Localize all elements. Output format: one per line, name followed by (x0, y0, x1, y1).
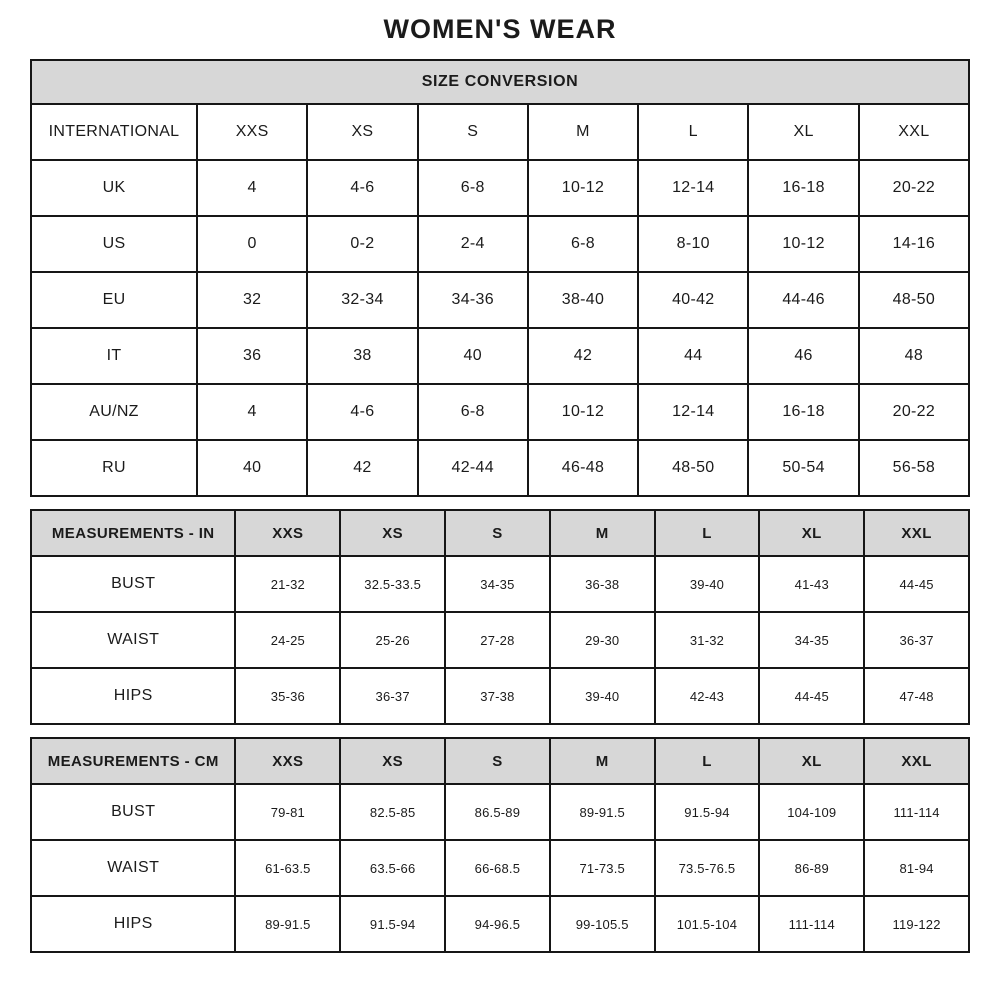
value-cell: 25-26 (340, 612, 445, 668)
value-cell: 6-8 (528, 216, 638, 272)
value-cell: 34-36 (418, 272, 528, 328)
size-header-cell: XXL (864, 510, 969, 556)
value-cell: 56-58 (859, 440, 969, 496)
value-cell: 36 (197, 328, 307, 384)
value-cell: 91.5-94 (340, 896, 445, 952)
row-label-cell: HIPS (31, 896, 235, 952)
value-cell: 40-42 (638, 272, 748, 328)
value-cell: 46 (748, 328, 858, 384)
value-cell: 34-35 (759, 612, 864, 668)
value-cell: 66-68.5 (445, 840, 550, 896)
value-cell: 41-43 (759, 556, 864, 612)
value-cell: S (418, 104, 528, 160)
size-header-cell: XS (340, 510, 445, 556)
value-cell: 111-114 (864, 784, 969, 840)
value-cell: L (638, 104, 748, 160)
value-cell: 47-48 (864, 668, 969, 724)
value-cell: 48-50 (638, 440, 748, 496)
value-cell: 14-16 (859, 216, 969, 272)
table-row (31, 668, 969, 724)
size-conversion-body (31, 104, 969, 496)
value-cell: 79-81 (235, 784, 340, 840)
measurements-in-body (31, 510, 969, 724)
value-cell: 24-25 (235, 612, 340, 668)
size-header-cell: M (550, 510, 655, 556)
table-name-cell: MEASUREMENTS - CM (31, 738, 235, 784)
value-cell: 39-40 (655, 556, 760, 612)
value-cell: 34-35 (445, 556, 550, 612)
table-row (31, 160, 969, 216)
measurements-in-table (30, 509, 970, 725)
value-cell: 61-63.5 (235, 840, 340, 896)
value-cell: 35-36 (235, 668, 340, 724)
table-header-row (31, 510, 969, 556)
table-row (31, 384, 969, 440)
row-label-cell: WAIST (31, 840, 235, 896)
table-row (31, 612, 969, 668)
value-cell: 44 (638, 328, 748, 384)
value-cell: 39-40 (550, 668, 655, 724)
size-header-cell: L (655, 510, 760, 556)
value-cell: 8-10 (638, 216, 748, 272)
value-cell: 38 (307, 328, 417, 384)
value-cell: 48-50 (859, 272, 969, 328)
value-cell: XS (307, 104, 417, 160)
value-cell: 63.5-66 (340, 840, 445, 896)
row-label-cell: BUST (31, 784, 235, 840)
value-cell: 36-37 (340, 668, 445, 724)
value-cell: 36-37 (864, 612, 969, 668)
value-cell: 42 (528, 328, 638, 384)
table-row (31, 104, 969, 160)
value-cell: 10-12 (528, 160, 638, 216)
value-cell: 101.5-104 (655, 896, 760, 952)
value-cell: XXS (197, 104, 307, 160)
value-cell: 111-114 (759, 896, 864, 952)
value-cell: 2-4 (418, 216, 528, 272)
value-cell: 12-14 (638, 384, 748, 440)
size-header-cell: S (445, 738, 550, 784)
table-row (31, 328, 969, 384)
measurements-cm-table (30, 737, 970, 953)
table-row (31, 896, 969, 952)
value-cell: 12-14 (638, 160, 748, 216)
row-label-cell: RU (31, 440, 197, 496)
value-cell: 91.5-94 (655, 784, 760, 840)
size-conversion-title-row (31, 60, 969, 104)
size-conversion-table (30, 59, 970, 497)
value-cell: M (528, 104, 638, 160)
value-cell: 46-48 (528, 440, 638, 496)
value-cell: 99-105.5 (550, 896, 655, 952)
value-cell: 4 (197, 160, 307, 216)
value-cell: 20-22 (859, 160, 969, 216)
value-cell: 86.5-89 (445, 784, 550, 840)
table-header-row (31, 738, 969, 784)
table-name-cell: MEASUREMENTS - IN (31, 510, 235, 556)
size-header-cell: XXS (235, 738, 340, 784)
value-cell: 42 (307, 440, 417, 496)
value-cell: 31-32 (655, 612, 760, 668)
table-row (31, 216, 969, 272)
table-row (31, 272, 969, 328)
value-cell: 20-22 (859, 384, 969, 440)
size-header-cell: XL (759, 738, 864, 784)
value-cell: 44-45 (864, 556, 969, 612)
value-cell: 10-12 (528, 384, 638, 440)
value-cell: 27-28 (445, 612, 550, 668)
size-header-cell: S (445, 510, 550, 556)
value-cell: 50-54 (748, 440, 858, 496)
value-cell: 6-8 (418, 160, 528, 216)
size-header-cell: M (550, 738, 655, 784)
value-cell: 38-40 (528, 272, 638, 328)
value-cell: 44-45 (759, 668, 864, 724)
value-cell: 37-38 (445, 668, 550, 724)
size-header-cell: XXS (235, 510, 340, 556)
value-cell: 0 (197, 216, 307, 272)
row-label-cell: WAIST (31, 612, 235, 668)
size-header-cell: XS (340, 738, 445, 784)
measurements-cm-body (31, 738, 969, 952)
row-label-cell: US (31, 216, 197, 272)
row-label-cell: HIPS (31, 668, 235, 724)
value-cell: 42-43 (655, 668, 760, 724)
value-cell: 4 (197, 384, 307, 440)
row-label-cell: INTERNATIONAL (31, 104, 197, 160)
value-cell: 6-8 (418, 384, 528, 440)
value-cell: 73.5-76.5 (655, 840, 760, 896)
table-row (31, 840, 969, 896)
value-cell: XL (748, 104, 858, 160)
value-cell: 48 (859, 328, 969, 384)
value-cell: 16-18 (748, 384, 858, 440)
value-cell: 0-2 (307, 216, 417, 272)
value-cell: 94-96.5 (445, 896, 550, 952)
value-cell: 89-91.5 (235, 896, 340, 952)
value-cell: 32 (197, 272, 307, 328)
row-label-cell: AU/NZ (31, 384, 197, 440)
size-header-cell: XXL (864, 738, 969, 784)
value-cell: 16-18 (748, 160, 858, 216)
size-header-cell: XL (759, 510, 864, 556)
value-cell: 40 (418, 328, 528, 384)
value-cell: 82.5-85 (340, 784, 445, 840)
value-cell: 4-6 (307, 160, 417, 216)
value-cell: 81-94 (864, 840, 969, 896)
value-cell: 32.5-33.5 (340, 556, 445, 612)
value-cell: 71-73.5 (550, 840, 655, 896)
row-label-cell: IT (31, 328, 197, 384)
value-cell: 44-46 (748, 272, 858, 328)
value-cell: 42-44 (418, 440, 528, 496)
table-row (31, 784, 969, 840)
value-cell: 21-32 (235, 556, 340, 612)
page-title: WOMEN'S WEAR (383, 14, 617, 44)
value-cell: 29-30 (550, 612, 655, 668)
value-cell: 86-89 (759, 840, 864, 896)
value-cell: 10-12 (748, 216, 858, 272)
table-row (31, 440, 969, 496)
value-cell: 89-91.5 (550, 784, 655, 840)
row-label-cell: UK (31, 160, 197, 216)
value-cell: 40 (197, 440, 307, 496)
row-label-cell: EU (31, 272, 197, 328)
size-header-cell: L (655, 738, 760, 784)
table-row (31, 556, 969, 612)
value-cell: 32-34 (307, 272, 417, 328)
value-cell: 36-38 (550, 556, 655, 612)
value-cell: 4-6 (307, 384, 417, 440)
value-cell: 119-122 (864, 896, 969, 952)
row-label-cell: BUST (31, 556, 235, 612)
value-cell: XXL (859, 104, 969, 160)
table-title: SIZE CONVERSION (31, 60, 969, 104)
value-cell: 104-109 (759, 784, 864, 840)
